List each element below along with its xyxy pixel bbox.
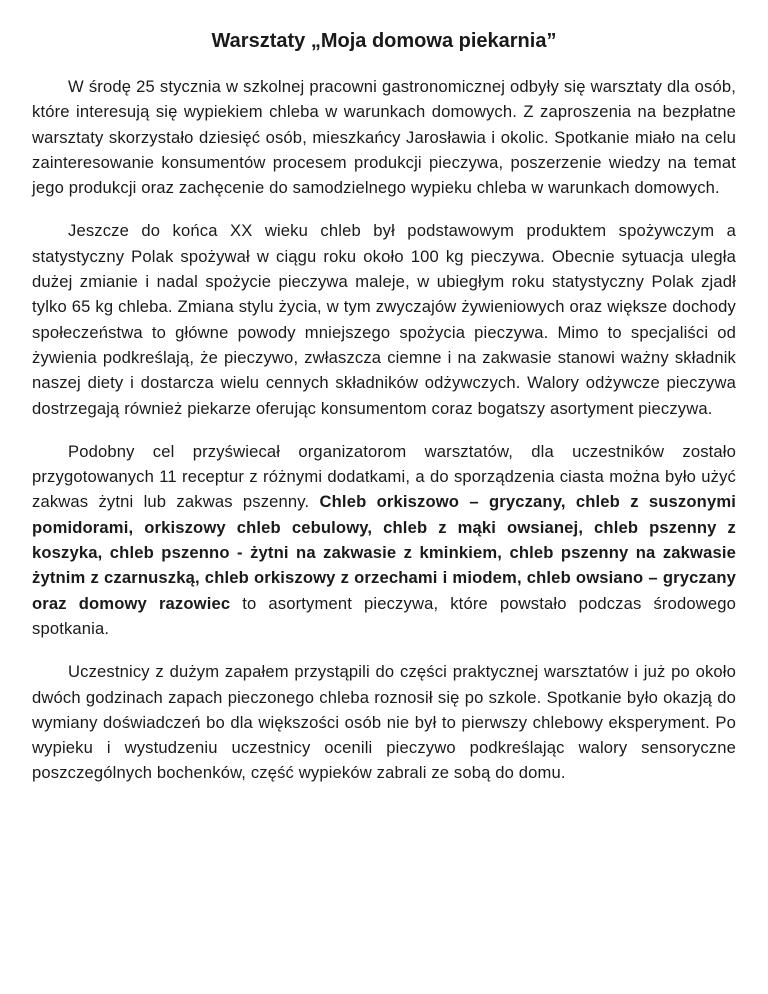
paragraph-bread-consumption: Jeszcze do końca XX wieku chleb był podstawowym produktem spożywczym a statystyczny Polak spożywał w ciągu roku około 100 kg pieczywa. Obecnie sytuacja uległa dużej zmianie i nadal spożycie pieczywa maleje, w ubiegłym roku statystyczny Polak zjadł tylko 65 kg chleba. Zmiana stylu życia, w tym zwyczajów żywieniowych oraz większe dochody społeczeństwa to główne powody mniejszego spożycia pieczywa. Mimo to specjaliści od żywienia podkreślają, że pieczywo, zwłaszcza ciemne i na zakwasie stanowi ważny składnik naszej diety i dostarcza wielu cennych składników odżywczych. Walory odżywcze pieczywa dostrzegają również piekarze oferując konsumentom coraz bogatszy asortyment pieczywa. bbox=[32, 221, 736, 418]
paragraph-workshop-intro: W środę 25 stycznia w szkolnej pracowni gastronomicznej odbyły się warsztaty dla osób, które interesują się wypiekiem chleba w warunkach domowych. Z zaproszenia na bezpłatne warsztaty skorzystało dziesięć osób, mieszkańcy Jarosławia i okolic. Spotkanie miało na celu zainteresowanie konsumentów procesem produkcji pieczywa, poszerzenie wiedzy na temat jego produkcji oraz zachęcenie do samodzielnego wypieku chleba w warunkach domowych. bbox=[32, 77, 736, 198]
recipes-intro-text: Podobny cel przyświecał organizatorom warsztatów, dla uczestników zostało przygotowanych 11 receptur z różnymi dodatkami, a do sporządzenia ciasta można było użyć zakwas żytni lub zakwas pszenny. bbox=[32, 441, 736, 512]
bread-list-bold: Chleb orkiszowo – gryczany, chleb z suszonymi pomidorami, orkiszowy chleb cebulowy, chleb z mąki owsianej, chleb pszenny z koszyka, chleb pszenno - żytni na zakwasie z kminkiem, chleb pszenny na zakwasie żytnim z czarnuszką, chleb orkiszowy z orzechami i miodem, chleb owsiano – gryczany oraz domowy razowiec bbox=[32, 492, 736, 613]
paragraph-participants: Uczestnicy z dużym zapałem przystąpili do części praktycznej warsztatów i już po około dwóch godzinach zapach pieczonego chleba roznosił się po szkole. Spotkanie było okazją do wymiany doświadczeń bo dla większości osób nie był to pierwszy chlebowy eksperyment. Po wypieku i wystudzeniu uczestnicy ocenili pieczywo podkreślając walory sensoryczne poszczególnych bochenków, część wypieków zabrali ze sobą do domu. bbox=[32, 662, 736, 783]
document-title: Warsztaty „Moja domowa piekarnia” bbox=[211, 30, 557, 52]
recipes-outro-text: to asortyment pieczywa, które powstało podczas środowego spotkania. bbox=[32, 593, 736, 638]
document-page bbox=[32, 28, 736, 804]
paragraph-recipes bbox=[32, 439, 736, 641]
